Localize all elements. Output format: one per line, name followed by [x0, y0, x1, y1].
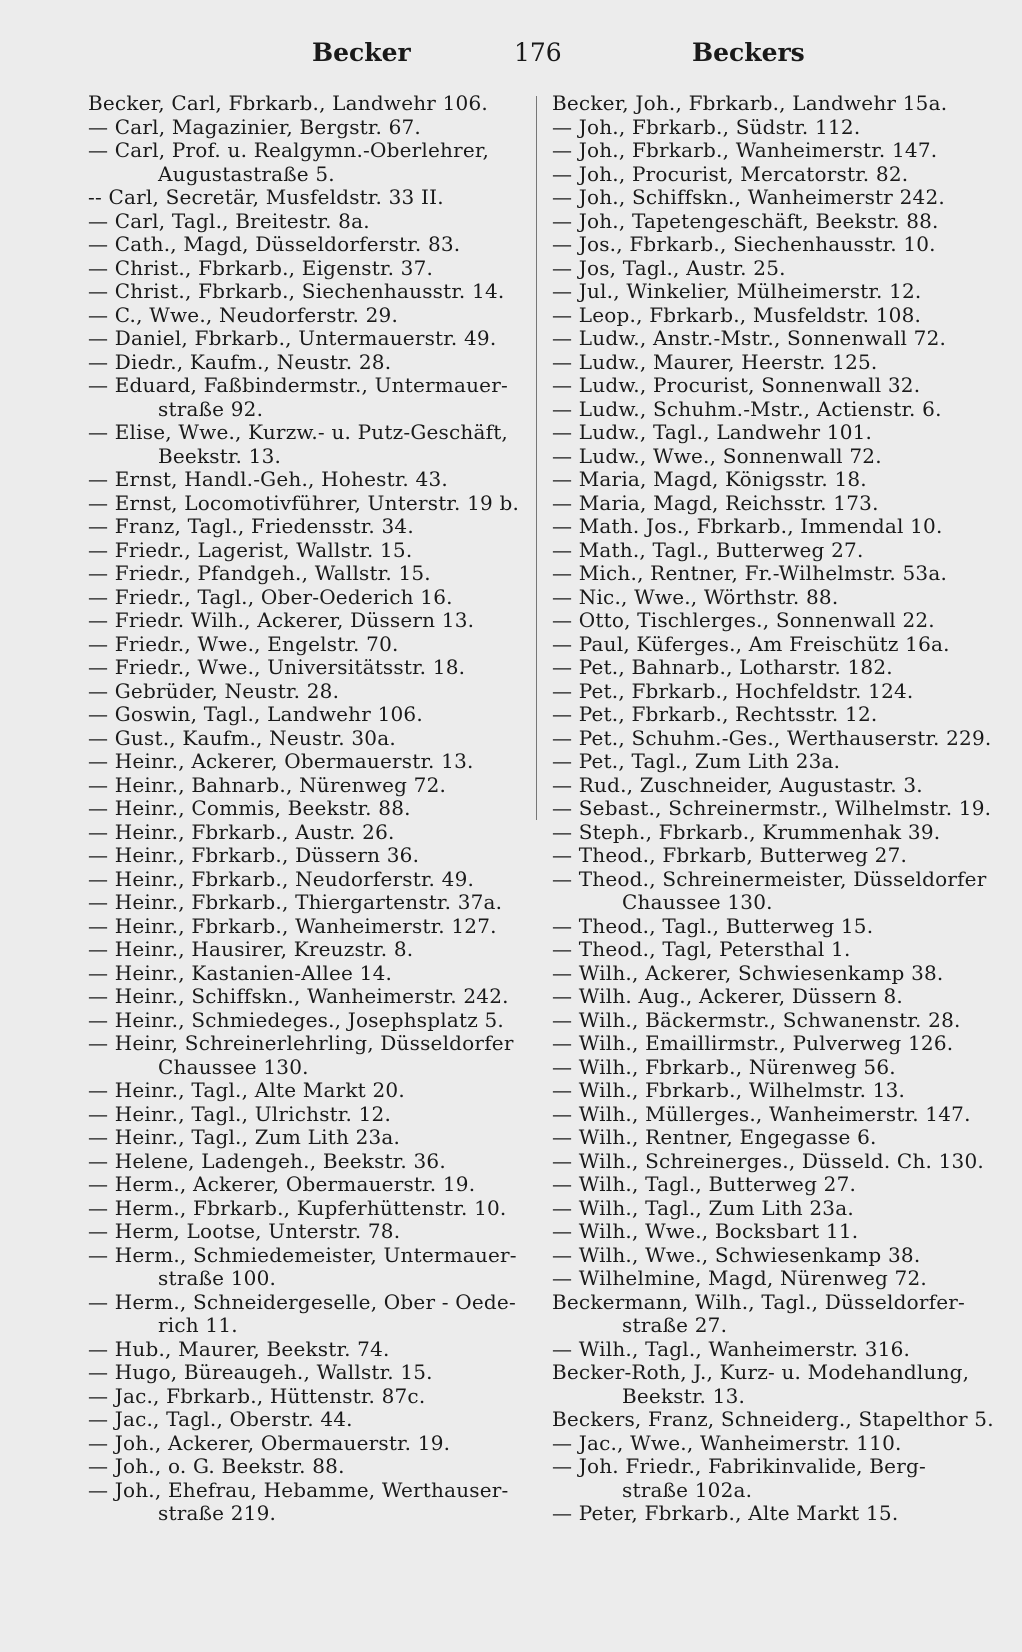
directory-entry: — Wilh., Fbrkarb., Wilhelmstr. 13. — [552, 1078, 906, 1102]
directory-entry: — Theod., Tagl., Butterweg 15. — [552, 913, 874, 938]
directory-entry: — Ludw., Anstr.-Mstr., Sonnenwall 72. — [552, 326, 947, 350]
directory-entry: — Wilh., Rentner, Engegasse 6. — [552, 1125, 877, 1149]
directory-entry: — Pet., Fbrkarb., Hochfeldstr. 124. — [552, 678, 914, 703]
directory-entry-continuation: straße 27. — [622, 1313, 728, 1337]
directory-entry: — Jos., Fbrkarb., Siechenhausstr. 10. — [552, 232, 936, 256]
directory-entry: — Ludw., Maurer, Heerstr. 125. — [552, 349, 878, 374]
page-number: 176 — [514, 38, 562, 67]
directory-entry: — Otto, Tischlerges., Sonnenwall 22. — [552, 608, 935, 632]
directory-entry: — Friedr., Lagerist, Wallstr. 15. — [88, 537, 413, 562]
directory-entry: — Wilh., Schreinerges., Düsseld. Ch. 130. — [552, 1148, 984, 1173]
directory-entry: — Wilh., Emaillirmstr., Pulverweg 126. — [552, 1031, 954, 1055]
directory-entry: Becker, Joh., Fbrkarb., Landwehr 15a. — [552, 91, 948, 115]
directory-entry-continuation: straße 219. — [158, 1501, 277, 1525]
directory-entry: — Helene, Ladengeh., Beekstr. 36. — [88, 1148, 446, 1173]
directory-entry: — Goswin, Tagl., Landwehr 106. — [88, 702, 423, 726]
directory-entry: — Joh., o. G. Beekstr. 88. — [88, 1454, 345, 1478]
directory-entry: — Wilh., Tagl., Zum Lith 23a. — [552, 1195, 854, 1220]
directory-entry: — Heinr, Schreinerlehrling, Düsseldorfer — [88, 1031, 514, 1055]
directory-entry-continuation: straße 102a. — [622, 1477, 753, 1502]
directory-entry: — Jos, Tagl., Austr. 25. — [552, 255, 786, 280]
directory-entry: Becker, Carl, Fbrkarb., Landwehr 106. — [88, 91, 488, 115]
directory-entry: — Wilh., Tagl., Butterweg 27. — [552, 1172, 857, 1196]
directory-entry: — Peter, Fbrkarb., Alte Markt 15. — [552, 1501, 899, 1525]
directory-entry: — Friedr. Wilh., Ackerer, Düssern 13. — [88, 608, 475, 632]
directory-entry-continuation: rich 11. — [158, 1313, 238, 1337]
header-left-keyword: Becker — [312, 38, 411, 67]
directory-entry: — Heinr., Schiffskn., Wanheimerstr. 242. — [88, 984, 509, 1008]
directory-entry-continuation: Beekstr. 13. — [622, 1383, 746, 1408]
directory-entry: — Hub., Maurer, Beekstr. 74. — [88, 1336, 390, 1361]
directory-entry: — Joh., Ackerer, Obermauerstr. 19. — [88, 1430, 451, 1455]
directory-entry: — Herm., Fbrkarb., Kupferhüttenstr. 10. — [88, 1195, 507, 1220]
directory-entry: — Math. Jos., Fbrkarb., Immendal 10. — [552, 514, 943, 538]
directory-entry: — Pet., Bahnarb., Lotharstr. 182. — [552, 655, 893, 679]
directory-entry: — Gebrüder, Neustr. 28. — [88, 678, 340, 703]
directory-entry: — Leop., Fbrkarb., Musfeldstr. 108. — [552, 302, 922, 327]
directory-entry: — Christ., Fbrkarb., Siechenhausstr. 14. — [88, 279, 505, 303]
directory-entry: — Heinr., Hausirer, Kreuzstr. 8. — [88, 937, 414, 961]
directory-entry: — Daniel, Fbrkarb., Untermauerstr. 49. — [88, 326, 497, 350]
directory-entry: — Heinr., Tagl., Ulrichstr. 12. — [88, 1101, 392, 1126]
header-right-keyword: Beckers — [692, 38, 805, 67]
directory-entry: — Wilh., Wwe., Bocksbart 11. — [552, 1219, 859, 1243]
directory-entry: — Heinr., Kastanien-Allee 14. — [88, 960, 393, 985]
directory-entry: — Jac., Fbrkarb., Hüttenstr. 87c. — [88, 1383, 426, 1408]
directory-entry-continuation: straße 92. — [158, 396, 264, 421]
directory-entry: — Herm, Lootse, Unterstr. 78. — [88, 1219, 401, 1243]
directory-entry: — Heinr., Fbrkarb., Wanheimerstr. 127. — [88, 913, 497, 938]
directory-entry: — Carl, Magazinier, Bergstr. 67. — [88, 114, 421, 139]
directory-entry: — Joh., Tapetengeschäft, Beekstr. 88. — [552, 208, 939, 233]
directory-entry: — Rud., Zuschneider, Augustastr. 3. — [552, 772, 923, 797]
directory-entry: — C., Wwe., Neudorferstr. 29. — [88, 302, 399, 327]
directory-entry: — Joh., Fbrkarb., Südstr. 112. — [552, 114, 861, 139]
directory-entry: Beckers, Franz, Schneiderg., Stapelthor 5. — [552, 1407, 994, 1431]
directory-entry: — Friedr., Pfandgeh., Wallstr. 15. — [88, 561, 431, 585]
directory-entry: — Diedr., Kaufm., Neustr. 28. — [88, 349, 392, 374]
directory-entry: — Mich., Rentner, Fr.-Wilhelmstr. 53a. — [552, 561, 948, 585]
directory-entry: — Friedr., Tagl., Ober-Oederich 16. — [88, 584, 453, 609]
directory-entry: — Elise, Wwe., Kurzw.- u. Putz-Geschäft, — [88, 420, 508, 444]
directory-entry: — Carl, Tagl., Breitestr. 8a. — [88, 208, 370, 233]
directory-entry: — Heinr., Schmiedeges., Josephsplatz 5. — [88, 1007, 504, 1032]
directory-entry: — Jac., Wwe., Wanheimerstr. 110. — [552, 1430, 902, 1455]
directory-entry: — Heinr., Tagl., Alte Markt 20. — [88, 1078, 405, 1102]
directory-entry: — Heinr., Fbrkarb., Thiergartenstr. 37a. — [88, 890, 503, 914]
directory-entry: — Maria, Magd, Reichsstr. 173. — [552, 490, 879, 515]
directory-entry: — Herm., Schmiedemeister, Untermauer- — [88, 1242, 517, 1267]
directory-entry: — Hugo, Büreaugeh., Wallstr. 15. — [88, 1360, 433, 1384]
directory-entry: — Christ., Fbrkarb., Eigenstr. 37. — [88, 255, 434, 280]
directory-entry: — Sebast., Schreinermstr., Wilhelmstr. 19. — [552, 796, 992, 820]
directory-entry: — Wilh., Bäckermstr., Schwanenstr. 28. — [552, 1007, 961, 1032]
directory-entry: — Nic., Wwe., Wörthstr. 88. — [552, 584, 839, 609]
directory-entry: — Jac., Tagl., Oberstr. 44. — [88, 1407, 353, 1431]
directory-entry: — Franz, Tagl., Friedensstr. 34. — [88, 514, 414, 538]
directory-entry: — Paul, Küferges., Am Freischütz 16a. — [552, 631, 950, 656]
right-column — [552, 91, 994, 1526]
directory-entry: — Pet., Schuhm.-Ges., Werthauserstr. 229. — [552, 725, 992, 750]
directory-entry: — Ludw., Wwe., Sonnenwall 72. — [552, 443, 882, 468]
directory-entry: — Steph., Fbrkarb., Krummenhak 39. — [552, 819, 941, 844]
page-header — [90, 38, 936, 78]
column-divider — [536, 96, 537, 820]
directory-entry: — Math., Tagl., Butterweg 27. — [552, 537, 864, 562]
directory-entry-continuation: Augustastraße 5. — [158, 161, 335, 186]
directory-entry: — Cath., Magd, Düsseldorferstr. 83. — [88, 232, 461, 256]
directory-entry: — Friedr., Wwe., Universitätsstr. 18. — [88, 655, 466, 679]
directory-entry: — Joh., Schiffskn., Wanheimerstr 242. — [552, 185, 945, 209]
directory-entry: — Joh., Ehefrau, Hebamme, Werthauser- — [88, 1477, 509, 1502]
directory-entry: — Heinr., Commis, Beekstr. 88. — [88, 796, 411, 820]
directory-entry: — Heinr., Tagl., Zum Lith 23a. — [88, 1125, 401, 1149]
directory-entry: — Ernst, Handl.-Geh., Hohestr. 43. — [88, 467, 448, 491]
directory-entry: — Wilh., Tagl., Wanheimerstr. 316. — [552, 1336, 911, 1361]
left-column — [88, 92, 518, 1526]
directory-entry-continuation: straße 100. — [158, 1266, 277, 1290]
directory-entry: — Herm., Ackerer, Obermauerstr. 19. — [88, 1172, 476, 1196]
directory-entry: -- Carl, Secretär, Musfeldstr. 33 II. — [88, 185, 444, 209]
directory-entry: — Joh. Friedr., Fabrikinvalide, Berg- — [552, 1454, 926, 1478]
directory-entry: — Theod., Tagl, Petersthal 1. — [552, 937, 851, 961]
directory-entry: — Carl, Prof. u. Realgymn.-Oberlehrer, — [88, 138, 490, 162]
directory-entry: — Theod., Fbrkarb, Butterweg 27. — [552, 843, 908, 867]
directory-entry: — Heinr., Ackerer, Obermauerstr. 13. — [88, 749, 474, 773]
directory-entry: — Friedr., Wwe., Engelstr. 70. — [88, 631, 399, 656]
directory-entry: — Gust., Kaufm., Neustr. 30a. — [88, 725, 396, 750]
directory-entry: Beckermann, Wilh., Tagl., Düsseldorfer- — [552, 1289, 965, 1314]
directory-entry-continuation: Chaussee 130. — [158, 1054, 309, 1079]
directory-entry: — Pet., Tagl., Zum Lith 23a. — [552, 749, 841, 773]
directory-entry: — Heinr., Fbrkarb., Neudorferstr. 49. — [88, 866, 475, 891]
directory-entry: — Wilhelmine, Magd, Nürenweg 72. — [552, 1266, 927, 1290]
directory-entry: — Jul., Winkelier, Mülheimerstr. 12. — [552, 279, 922, 303]
directory-entry: — Heinr., Bahnarb., Nürenweg 72. — [88, 772, 447, 797]
directory-entry-continuation: Chaussee 130. — [622, 890, 773, 914]
directory-entry: — Ludw., Tagl., Landwehr 101. — [552, 420, 873, 444]
directory-entry: — Ernst, Locomotivführer, Unterstr. 19 b. — [88, 490, 520, 515]
directory-entry-continuation: Beekstr. 13. — [158, 443, 282, 468]
directory-entry: — Ludw., Schuhm.-Mstr., Actienstr. 6. — [552, 396, 942, 421]
directory-entry: — Eduard, Faßbindermstr., Untermauer- — [88, 373, 508, 397]
directory-entry: — Wilh., Wwe., Schwiesenkamp 38. — [552, 1242, 921, 1267]
directory-entry: — Maria, Magd, Königsstr. 18. — [552, 467, 867, 491]
directory-entry: — Ludw., Procurist, Sonnenwall 32. — [552, 373, 921, 397]
directory-entry: — Theod., Schreinermeister, Düsseldorfer — [552, 866, 987, 891]
directory-entry: Becker-Roth, J., Kurz- u. Modehandlung, — [552, 1360, 970, 1384]
directory-entry: — Joh., Procurist, Mercatorstr. 82. — [552, 161, 909, 186]
directory-entry: — Herm., Schneidergeselle, Ober - Oede- — [88, 1289, 516, 1314]
directory-entry: — Heinr., Fbrkarb., Austr. 26. — [88, 819, 395, 844]
directory-entry: — Joh., Fbrkarb., Wanheimerstr. 147. — [552, 138, 938, 162]
directory-entry: — Wilh. Aug., Ackerer, Düssern 8. — [552, 984, 903, 1008]
directory-entry: — Wilh., Ackerer, Schwiesenkamp 38. — [552, 960, 944, 985]
directory-entry: — Wilh., Müllerges., Wanheimerstr. 147. — [552, 1101, 971, 1126]
directory-entry: — Pet., Fbrkarb., Rechtsstr. 12. — [552, 702, 878, 726]
directory-entry: — Wilh., Fbrkarb., Nürenweg 56. — [552, 1054, 896, 1079]
directory-entry: — Heinr., Fbrkarb., Düssern 36. — [88, 843, 420, 867]
